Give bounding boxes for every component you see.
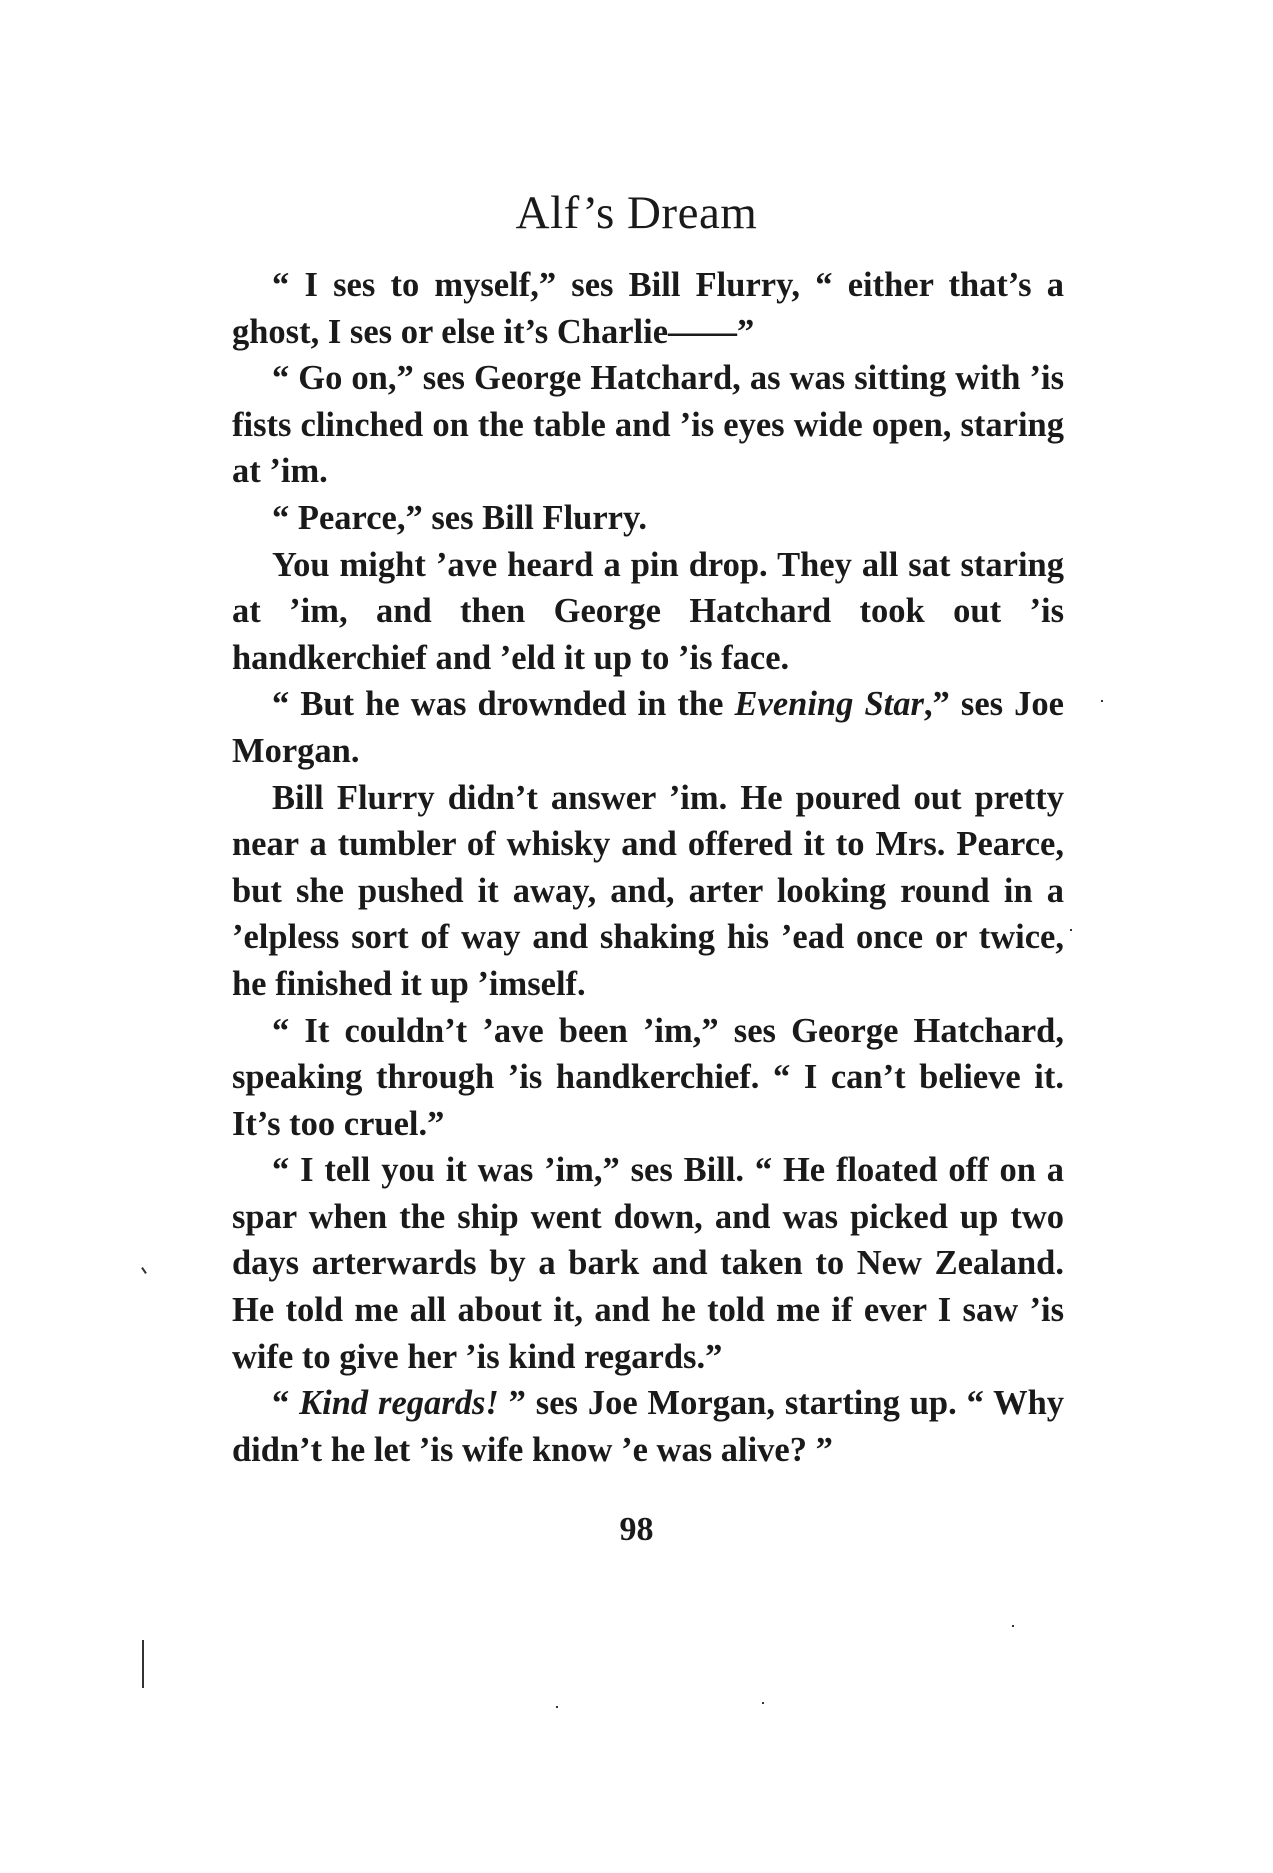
paragraph	[232, 1380, 1064, 1473]
text-run: “ But he was drownded in the	[272, 685, 735, 724]
paragraph	[232, 775, 1064, 1008]
paragraph	[232, 355, 1064, 495]
text-run: “ Pearce,” ses Bill Flurry.	[272, 498, 647, 537]
text-run: “ I ses to myself,” ses Bill Flurry, “ either that’s a ghost, I ses or else it’s Charlie——”	[232, 266, 1064, 351]
paragraph	[232, 495, 1064, 542]
scan-mark	[142, 1640, 144, 1688]
italic-text: Kind regards!	[299, 1384, 499, 1423]
text-run: “ It couldn’t ’ave been ’im,” ses George Hatchard, speaking through ’is handkerchief. “ I can’t believe it. It’s too cruel.”	[232, 1011, 1064, 1143]
text-run: “	[272, 1384, 300, 1423]
text-run: ,” ses Joe Morgan.	[232, 685, 1064, 770]
text-run: “ Go on,” ses George Hatchard, as was sitting with ’is fists clinched on the table and ’is eyes wide open, staring at ’im.	[232, 359, 1064, 491]
scan-mark	[556, 1706, 558, 1708]
body-text	[232, 262, 1064, 1473]
paragraph	[232, 542, 1064, 682]
paragraph	[232, 1147, 1064, 1380]
scan-mark	[141, 1267, 147, 1274]
text-run: ” ses Joe Morgan, starting up. “ Why didn’t he let ’is wife know ’e was alive? ”	[232, 1384, 1065, 1469]
text-run: You might ’ave heard a pin drop. They all sat staring at ’im, and then George Hatchard took out ’is handkerchief and ’eld it up to ’is face.	[232, 545, 1064, 677]
paragraph	[232, 681, 1064, 774]
scan-mark	[1101, 700, 1103, 702]
running-head: Alf’s Dream	[515, 187, 758, 239]
text-run: Bill Flurry didn’t answer ’im. He poured out pretty near a tumbler of whisky and offered it to Mrs. Pearce, but she pushed it away, and, arter looking round in a ’elpless sort of way and shaking his ’ead once or twice, he finished it up ’imself.	[232, 778, 1064, 1003]
scan-mark	[1012, 1625, 1014, 1627]
paragraph	[232, 1008, 1064, 1148]
scan-mark	[762, 1702, 764, 1704]
text-run: “ I tell you it was ’im,” ses Bill. “ He floated off on a spar when the ship went down, and was picked up two days arterwards by a bark and taken to New Zealand. He told me all about it, and he told me if ever I saw ’is wife to give her ’is kind regards.”	[232, 1151, 1064, 1376]
page-number: 98	[619, 1511, 654, 1548]
paragraph	[232, 262, 1064, 355]
scan-mark	[1070, 929, 1072, 931]
italic-text: Evening Star	[734, 685, 924, 724]
